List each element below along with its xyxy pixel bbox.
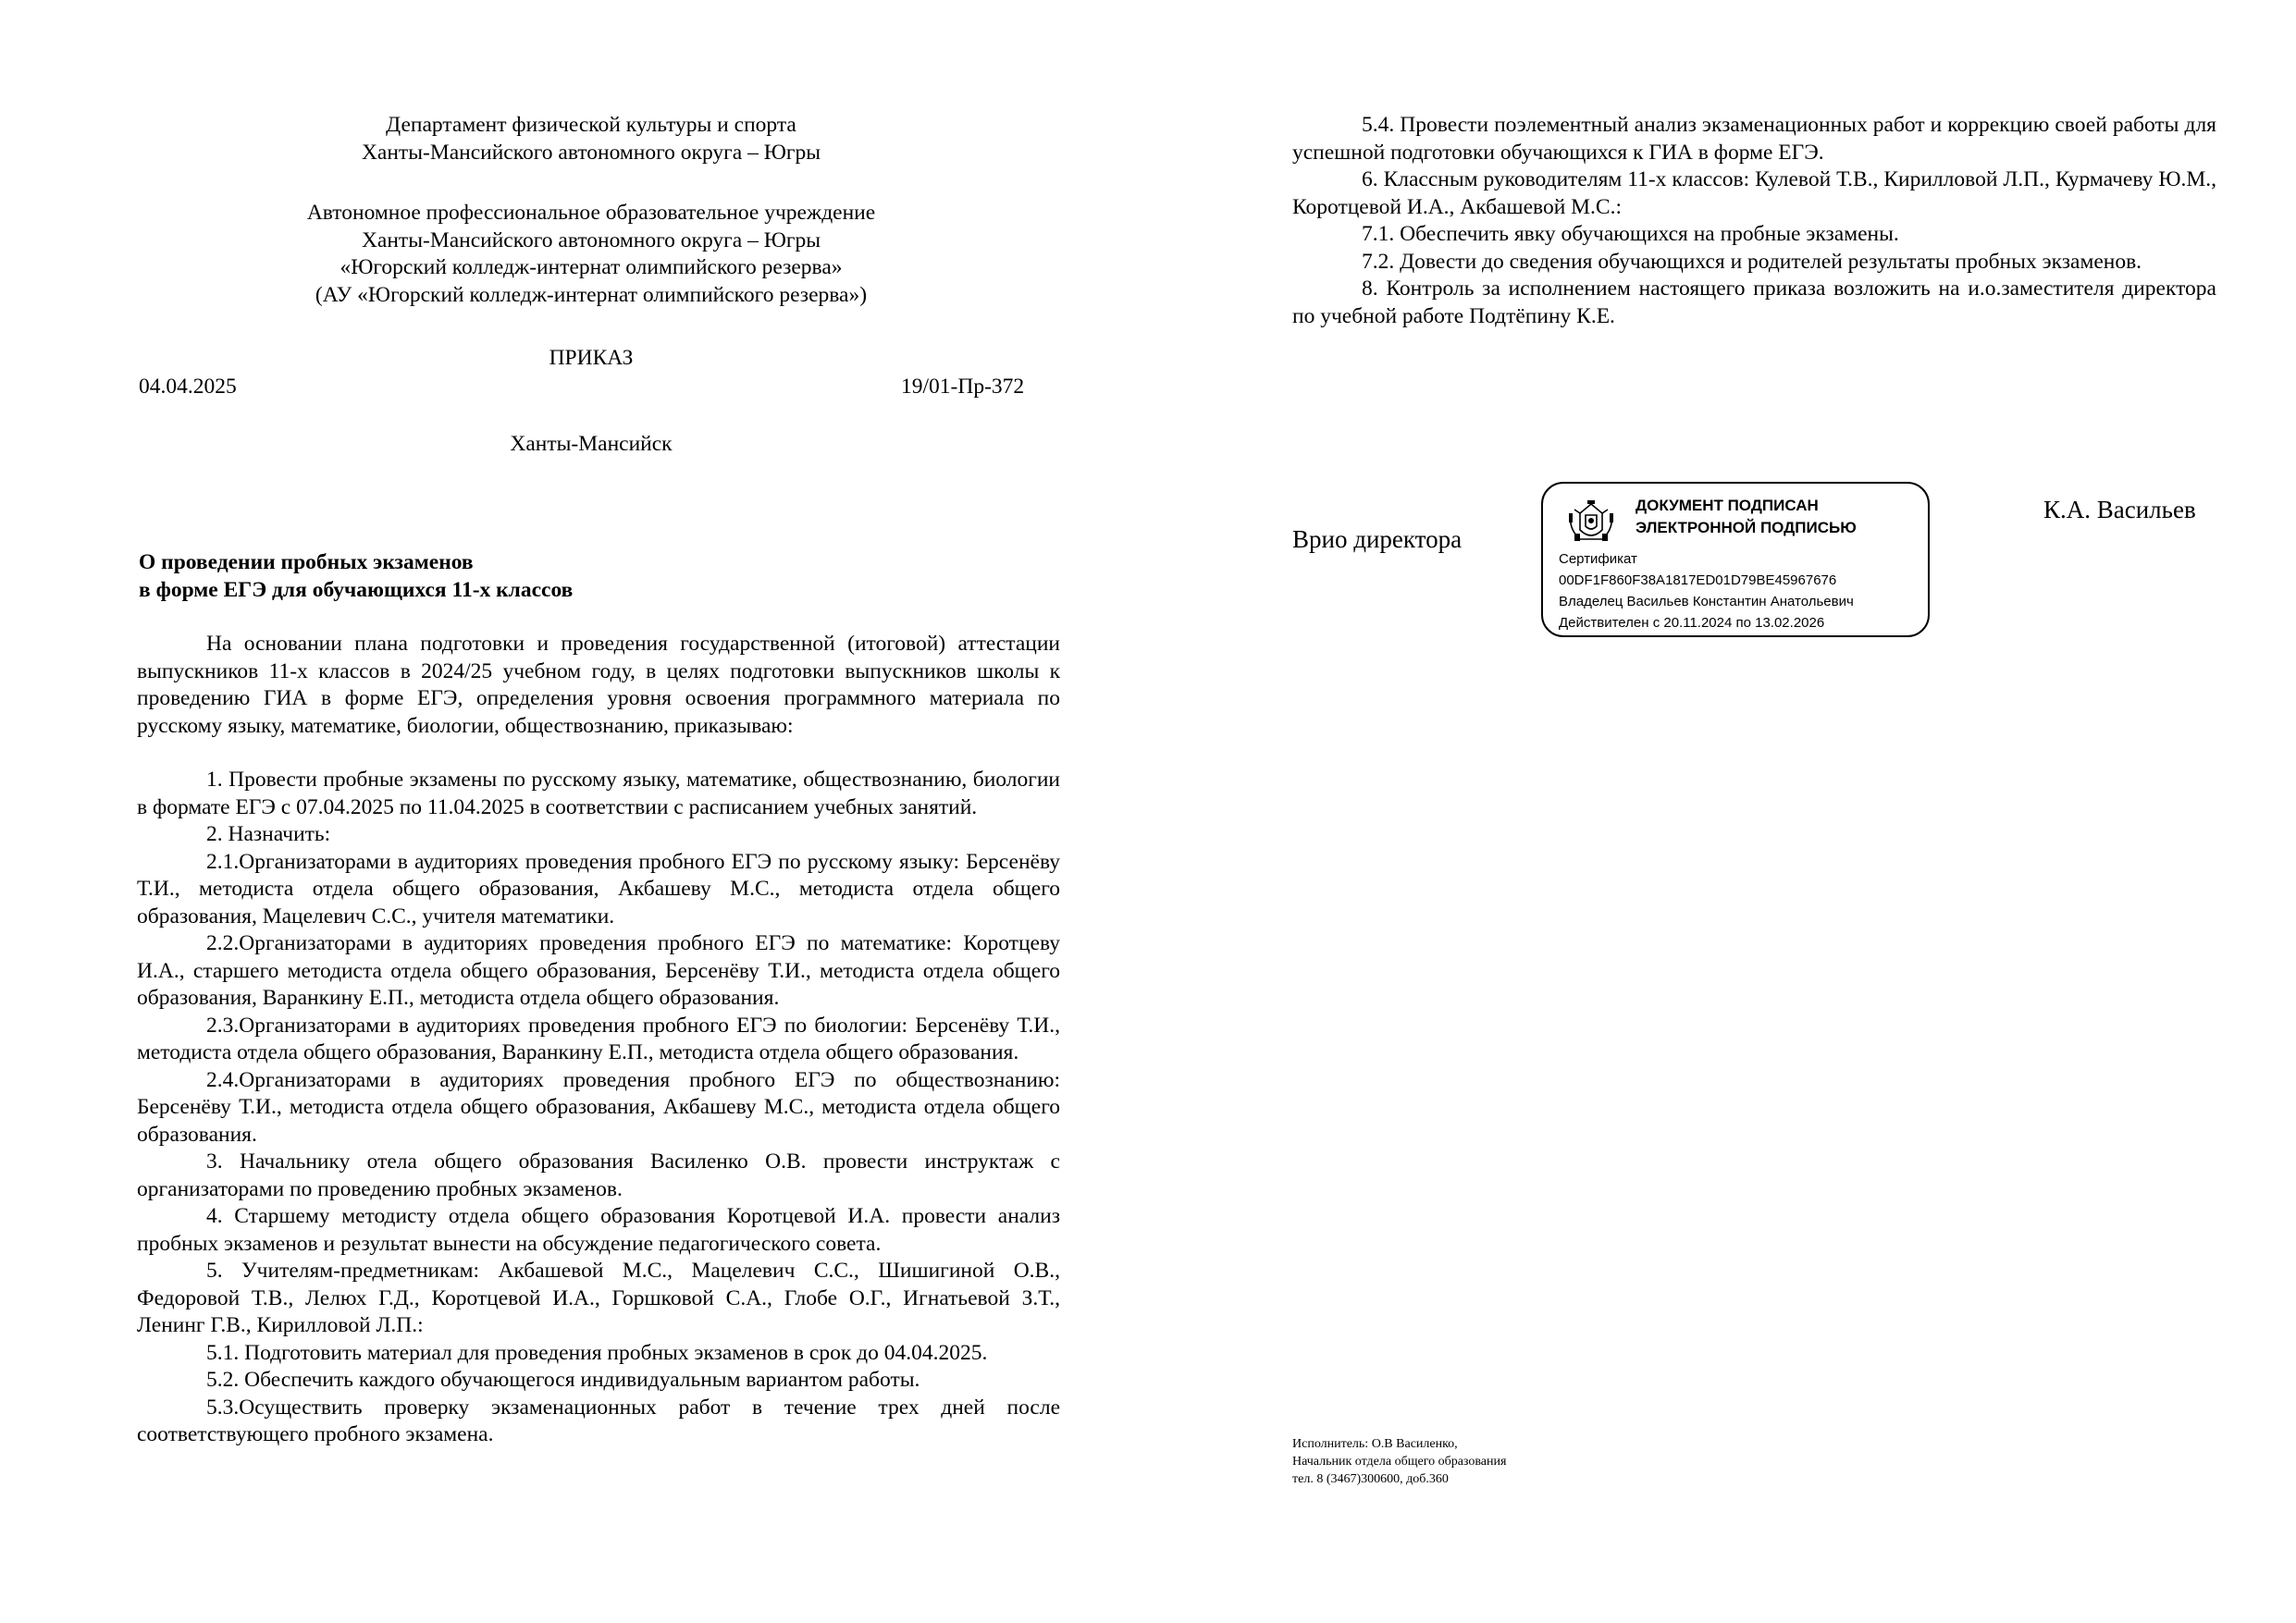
item-2-2: 2.2.Организаторами в аудиториях проведения пробного ЕГЭ по математике: Коротцеву И.А., старшего методиста отдела общего образования, Берсенёву Т.И., методиста отдела общего образования, Варанкину Е.П., методиста отдела общего образования. — [137, 931, 1060, 1010]
left-page — [137, 0, 1060, 1623]
item-2-4: 2.4.Организаторами в аудиториях проведения пробного ЕГЭ по обществознанию: Берсенёву Т.И., методиста отдела общего образования, Акбашеву М.С., методиста отдела общего образования. — [137, 1067, 1060, 1147]
item-2-1: 2.1.Организаторами в аудиториях проведения пробного ЕГЭ по русскому языку: Берсенёву Т.И., методиста отдела общего образования, Акбашеву М.С., методиста отдела общего образования, Мацелевич С.С., учителя математики. — [137, 849, 1060, 928]
item-5-4: 5.4. Провести поэлементный анализ экзаменационных работ и коррекцию своей работы для успешной подготовки обучающихся к ГИА в форме ЕГЭ. — [1292, 113, 2216, 165]
stamp-title: ДОКУМЕНТ ПОДПИСАН ЭЛЕКТРОННОЙ ПОДПИСЬЮ — [1636, 497, 1857, 536]
stamp-cert-label: Сертификат — [1559, 551, 1637, 567]
executor-info: Исполнитель: О.В Василенко, Начальник отдела общего образования тел. 8 (3467)300600, доб.360 — [1292, 1437, 1507, 1486]
item-2: 2. Назначить: — [206, 822, 331, 846]
signature-position: Врио директора — [1292, 525, 1463, 553]
item-6: 6. Классным руководителям 11-х классов: Кулевой Т.В., Кирилловой Л.П., Курмачеву Ю.М., Коротцевой И.А., Акбашевой М.С.: — [1292, 167, 2216, 219]
item-7-2: 7.2. Довести до сведения обучающихся и родителей результаты пробных экзаменов. — [1362, 249, 2142, 274]
item-8: 8. Контроль за исполнением настоящего приказа возложить на и.о.заместителя директора по учебной работе Подтёпину К.Е. — [1292, 277, 2216, 328]
item-2-3: 2.3.Организаторами в аудиториях проведения пробного ЕГЭ по биологии: Берсенёву Т.И., методиста отдела общего образования, Варанкину Е.П., методиста отдела общего образования. — [137, 1013, 1060, 1064]
stamp-valid: Действителен с 20.11.2024 по 13.02.2026 — [1559, 615, 1825, 631]
header-institution: Автономное профессиональное образовательное учреждение Ханты-Мансийского автономного округа – Югры «Югорский колледж-интернат олимпийского резерва» (АУ «Югорский колледж-интернат олимпийского резерва») — [306, 201, 876, 307]
right-page — [1292, 0, 2216, 1623]
stamp-owner: Владелец Васильев Константин Анатольевич — [1559, 594, 1854, 609]
item-3: 3. Начальнику отела общего образования Василенко О.В. провести инструктаж с организаторами по проведению пробных экзаменов. — [137, 1150, 1060, 1201]
order-title: ПРИКАЗ — [549, 346, 634, 370]
order-number: 19/01-Пр-372 — [901, 375, 1025, 399]
stamp-details — [1559, 548, 1854, 633]
preamble: На основании плана подготовки и проведения государственной (итоговой) аттестации выпускников 11-х классов в 2024/25 учебном году, в целях подготовки выпускников школы к проведению ГИА в форме ЕГЭ, определения уровня освоения программного материала по русскому языку, математике, биологии, обществознанию, приказываю: — [137, 632, 1060, 738]
coat-of-arms-icon — [1565, 497, 1617, 547]
order-body — [137, 631, 1060, 1449]
item-5-1: 5.1. Подготовить материал для проведения пробных экзаменов в срок до 04.04.2025. — [206, 1340, 988, 1365]
item-4: 4. Старшему методисту отдела общего образования Коротцевой И.А. провести анализ пробных экзаменов и результат вынести на обсуждение педагогического совета. — [137, 1204, 1060, 1256]
order-body-continued — [1292, 112, 2216, 330]
item-5: 5. Учителям-предметникам: Акбашевой М.С., Мацелевич С.С., Шишигиной О.В., Федоровой Т.В., Лелюх Г.Д., Коротцевой И.А., Горшковой С.А., Глобе О.Г., Игнатьевой З.Т., Ленинг Г.В., Кирилловой Л.П.: — [137, 1259, 1060, 1337]
signature-name: К.А. Васильев — [2043, 496, 2196, 523]
item-1: 1. Провести пробные экзамены по русскому языку, математике, обществознанию, биологии в формате ЕГЭ с 07.04.2025 по 11.04.2025 в соответствии с расписанием учебных занятий. — [137, 768, 1060, 819]
item-7-1: 7.1. Обеспечить явку обучающихся на пробные экзамены. — [1362, 222, 1899, 246]
item-5-3: 5.3.Осуществить проверку экзаменационных работ в течение трех дней после соответствующего пробного экзамена. — [137, 1395, 1060, 1446]
header-ministry: Департамент физической культуры и спорта Ханты-Мансийского автономного округа – Югры — [361, 113, 821, 165]
item-5-2: 5.2. Обеспечить каждого обучающегося индивидуальным вариантом работы. — [206, 1368, 920, 1392]
order-date: 04.04.2025 — [139, 375, 237, 399]
order-subject: О проведении пробных экзаменов в форме ЕГЭ для обучающихся 11-х классов — [139, 550, 574, 602]
e-signature-stamp — [1541, 482, 1930, 637]
stamp-cert-number: 00DF1F860F38A1817ED01D79BE45967676 — [1559, 572, 1837, 588]
order-city: Ханты-Мансийск — [510, 432, 673, 456]
